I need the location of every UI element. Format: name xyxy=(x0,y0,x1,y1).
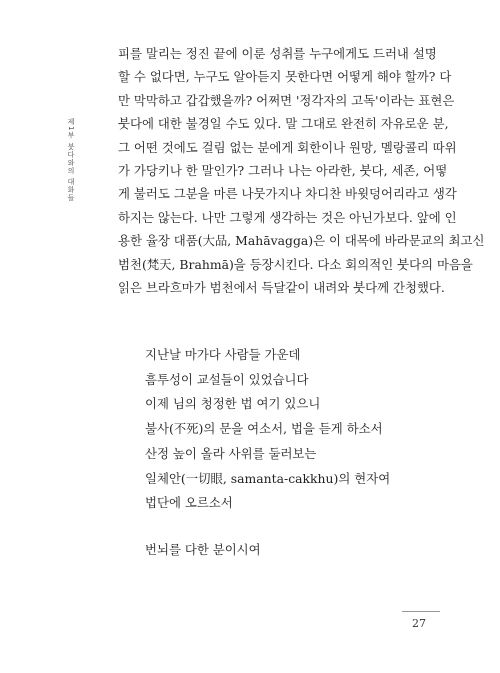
verse-line: 산정 높이 올라 사위를 둘러보는 xyxy=(145,445,317,461)
paragraph-line: 가 가당키나 한 말인가? 그러나 나는 아라한, 붓다, 세존, 어떻 xyxy=(118,163,448,179)
paragraph-line: 용한 율장 대품(大品, Mahāvagga)은 이 대목에 바라문교의 최고신 xyxy=(118,233,485,249)
paragraph-line: 읽은 브라흐마가 범천에서 득달같이 내려와 붓다께 간청했다. xyxy=(118,280,445,296)
footer-rule xyxy=(402,611,440,612)
paragraph-line: 만 막막하고 갑갑했을까? 어쩌면 '정각자의 고독'이라는 표현은 xyxy=(118,92,455,108)
body-paragraph xyxy=(118,42,485,299)
paragraph-line: 피를 말리는 정진 끝에 이룬 성취를 누구에게도 드러내 설명 xyxy=(118,46,437,61)
page-number: 27 xyxy=(412,617,426,630)
paragraph-line: 범천(梵天, Brahmā)을 등장시킨다. 다소 회의적인 붓다의 마음을 xyxy=(118,256,473,272)
running-header: 제1부 붓다와의 대화들 xyxy=(67,118,75,202)
paragraph-line: 그 어떤 것에도 걸림 없는 분에게 회한이나 원망, 멜랑콜리 따위 xyxy=(118,139,457,155)
verse-line: 흠투성이 교설들이 있었습니다 xyxy=(145,371,309,387)
paragraph-line: 할 수 없다면, 누구도 알아듣지 못한다면 어떻게 해야 할까? 다 xyxy=(118,69,452,85)
verse-line: 지난날 마가다 사람들 가운데 xyxy=(145,347,301,362)
verse-block xyxy=(145,343,445,516)
verse-line: 이제 님의 청정한 법 여기 있으니 xyxy=(145,396,321,412)
paragraph-line: 붓다에 대한 불경일 수도 있다. 말 그대로 완전히 자유로운 분, xyxy=(118,116,449,132)
paragraph-line: 게 불러도 그분을 마른 나뭇가지나 차디찬 바윗덩어리라고 생각 xyxy=(118,186,457,202)
verse-line: 불사(不死)의 문을 여소서, 법을 듣게 하소서 xyxy=(145,421,383,437)
paragraph-line: 하지는 않는다. 나만 그렇게 생각하는 것은 아닌가보다. 앞에 인 xyxy=(118,209,457,225)
verse-line: 법단에 오르소서 xyxy=(145,495,233,511)
verse-final-line: 번뇌를 다한 분이시여 xyxy=(145,542,261,557)
verse-line: 일체안(一切眼, samanta-cakkhu)의 현자여 xyxy=(145,470,391,486)
